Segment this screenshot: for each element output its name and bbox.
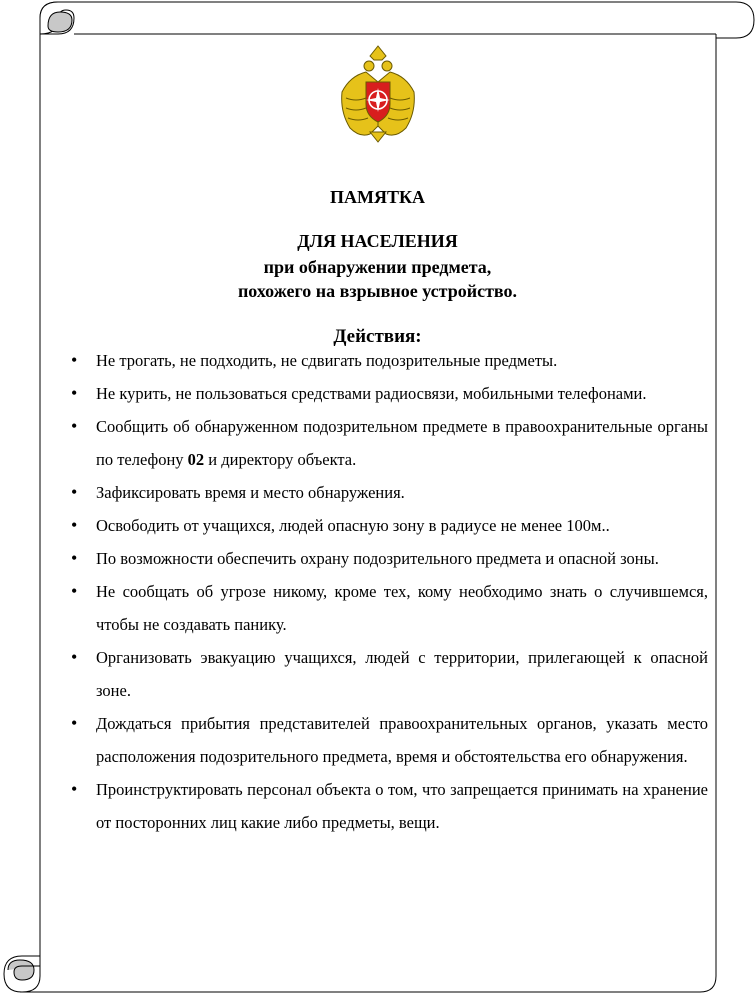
actions-list xyxy=(96,344,708,839)
list-item-text: Сообщить об обнаруженном подозрительном предмете в правоохранительные органы по телефону xyxy=(96,417,708,469)
list-item-text: Проинструктировать персонал объекта о том, что запрещается принимать на хранение от посторонних лиц какие либо предметы, вещи. xyxy=(96,780,708,832)
list-item xyxy=(96,542,708,575)
list-item xyxy=(96,377,708,410)
list-item xyxy=(96,410,708,476)
list-item-text: Не сообщать об угрозе никому, кроме тех, кому необходимо знать о случившемся, чтобы не создавать панику. xyxy=(96,582,708,634)
section-heading: Действия: xyxy=(333,326,422,347)
list-item xyxy=(96,476,708,509)
list-item xyxy=(96,344,708,377)
phone-number: 02 xyxy=(187,450,205,469)
list-item-text: Не трогать, не подходить, не сдвигать подозрительные предметы. xyxy=(96,351,558,370)
list-item-text: и директору объекта. xyxy=(204,450,357,469)
document-subtitle-line-1: ДЛЯ НАСЕЛЕНИЯ xyxy=(297,231,458,251)
list-item-text: Организовать эвакуацию учащихся, людей с территории, прилегающей к опасной зоне. xyxy=(96,648,708,700)
list-item-text: Освободить от учащихся, людей опасную зону в радиусе не менее 100м.. xyxy=(96,516,610,535)
list-item xyxy=(96,707,708,773)
list-item xyxy=(96,773,708,839)
emblem-icon xyxy=(336,42,420,144)
document-title: ПАМЯТКА xyxy=(329,187,426,207)
list-item xyxy=(96,575,708,641)
list-item xyxy=(96,641,708,707)
list-item xyxy=(96,509,708,542)
list-item-text: Зафиксировать время и место обнаружения. xyxy=(96,483,405,502)
list-item-text: Дождаться прибытия представителей правоохранительных органов, указать место расположения подозрительного предмета, время и обстоятельства его обнаружения. xyxy=(96,714,708,766)
list-item-text: Не курить, не пользоваться средствами радиосвязи, мобильными телефонами. xyxy=(96,384,647,403)
document-subtitle-line-3: похожего на взрывное устройство. xyxy=(237,281,518,301)
document-subtitle-line-2: при обнаружении предмета, xyxy=(263,257,492,277)
list-item-text: По возможности обеспечить охрану подозрительного предмета и опасной зоны. xyxy=(96,549,659,568)
